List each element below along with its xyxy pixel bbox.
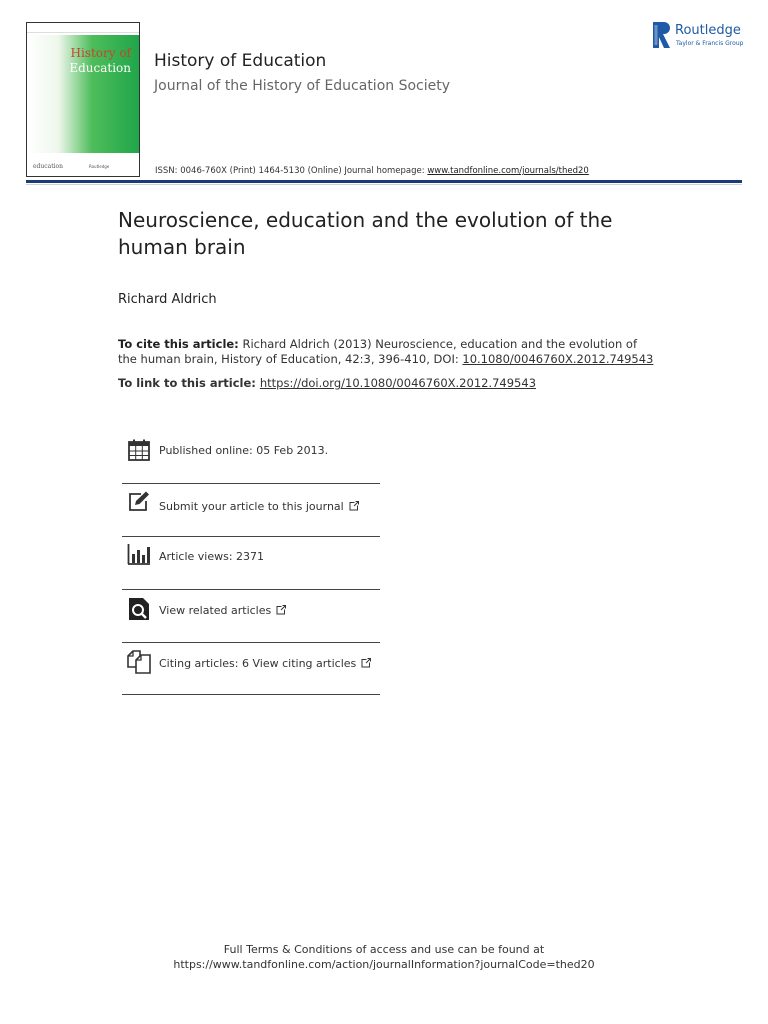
cover-publisher-mark: education [33,163,63,170]
citing-articles-text: Citing articles: 6 View citing articles [159,657,357,670]
bar-chart-icon [127,542,151,566]
page-footer [0,942,768,972]
cover-footer [27,154,139,176]
journal-homepage-link[interactable]: www.tandfonline.com/journals/thed20 [427,166,589,176]
citing-articles-row[interactable] [122,644,380,696]
citation-doi-link[interactable]: 10.1080/0046760X.2012.749543 [462,352,654,366]
cover-top-band [27,23,139,33]
journal-title: History of Education [154,51,327,71]
submit-article-row[interactable] [122,486,380,538]
cover-publisher-small: Routledge [89,164,110,169]
publisher-name: Routledge [675,23,741,38]
external-link-icon [361,658,371,668]
article-author: Richard Aldrich [118,292,217,307]
submit-article-link[interactable] [159,500,359,513]
published-online-text: Published online: 05 Feb 2013. [159,444,329,457]
article-views-text: Article views: 2371 [159,550,265,563]
citing-articles-link[interactable] [159,657,371,670]
meta-divider [122,589,380,590]
copy-documents-icon [127,650,151,674]
citation-block [118,337,658,367]
meta-divider [122,694,380,695]
issn-text: ISSN: 0046-760X (Print) 1464-5130 (Online) Journal homepage: [155,166,428,176]
article-title: Neuroscience, education and the evolution of the human brain [118,208,613,259]
search-document-icon [127,597,151,621]
header-divider-thin [26,184,742,185]
article-views-row [122,538,380,590]
routledge-logo[interactable] [653,20,748,50]
cover-title-line2: Education [69,61,131,75]
related-articles-text: View related articles [159,604,272,617]
journal-subtitle: Journal of the History of Education Society [154,78,451,94]
routledge-r-icon [653,22,671,48]
citation-text: Richard Aldrich (2013) Neuroscience, education and the evolution of the human brain, History of Education, 42:3, 396-410, DOI: [118,337,637,366]
meta-divider [122,483,380,484]
article-doi-url[interactable]: https://doi.org/10.1080/0046760X.2012.749543 [259,376,537,390]
related-articles-link[interactable] [159,604,286,617]
journal-cover-image [26,22,140,177]
citation-label: To cite this article: [118,337,239,351]
edit-icon [127,490,151,514]
footer-line-1: Full Terms & Conditions of access and use can be found at [223,943,545,956]
cover-title-line1: History of [70,46,131,60]
external-link-icon [276,605,286,615]
footer-terms-url[interactable]: https://www.tandfonline.com/action/journalInformation?journalCode=thed20 [173,958,595,971]
related-articles-row[interactable] [122,591,380,643]
article-link-label: To link to this article: [118,376,260,390]
calendar-icon [127,438,151,462]
external-link-icon [349,501,359,511]
header-divider [26,180,742,183]
article-link-block [118,376,536,390]
meta-divider [122,642,380,643]
publisher-tagline: Taylor & Francis Group [676,40,744,47]
submit-article-text: Submit your article to this journal [159,500,344,513]
published-online-row [122,432,380,484]
meta-divider [122,536,380,537]
issn-line [155,166,589,176]
